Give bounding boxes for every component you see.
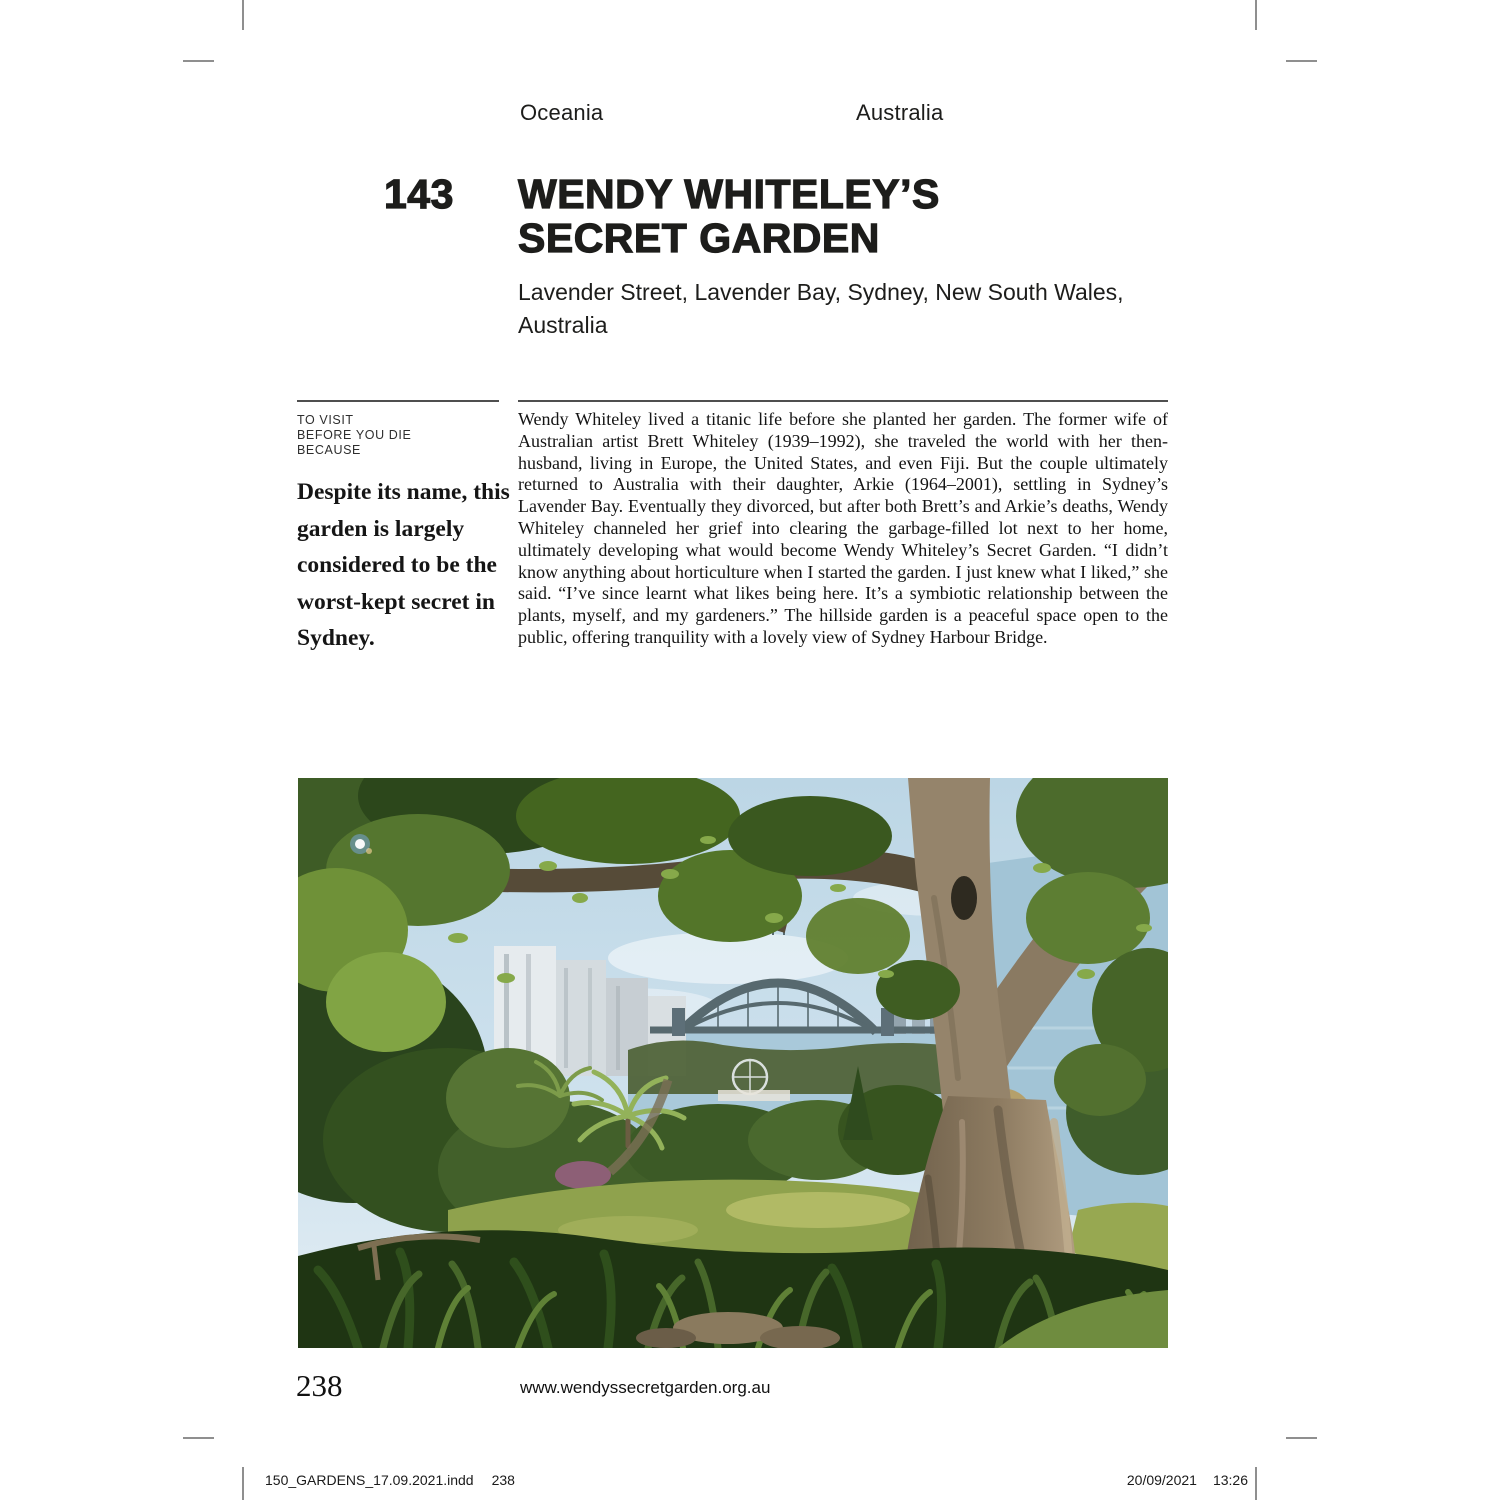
luna-park-buildings (718, 1090, 790, 1101)
sidebar-rule (297, 400, 499, 402)
sidebar-kicker-line3: BECAUSE (297, 443, 361, 457)
page-number: 238 (296, 1368, 343, 1403)
crop-mark-top-right-horizontal (1286, 60, 1317, 62)
slug-date: 20/09/2021 (1126, 1472, 1197, 1488)
sidebar-kicker-line2: BEFORE YOU DIE (297, 428, 412, 442)
page-title-line1: WENDY WHITELEY’S (518, 171, 940, 217)
ferris-wheel (733, 1060, 767, 1094)
page-title (518, 172, 940, 260)
sunlit-lawn-patch (726, 1192, 910, 1228)
website-url: www.wendyssecretgarden.org.au (520, 1378, 771, 1397)
page-title-line2: SECRET GARDEN (518, 215, 880, 261)
sidebar-kicker-line1: TO VISIT (297, 413, 354, 427)
body-rule (518, 400, 1168, 402)
slug-file-info (265, 1472, 515, 1488)
garden-address: Lavender Street, Lavender Bay, Sydney, New South Wales, Australia (518, 279, 1124, 338)
sidebar-reason: Despite its name, this garden is largely considered to be the worst-kept secret in Sydney. (297, 479, 510, 651)
flowering-bush (555, 1161, 611, 1189)
crop-mark-top-left-vertical (242, 0, 244, 30)
entry-number: 143 (384, 171, 454, 217)
body-paragraph: Wendy Whiteley lived a titanic life before she planted her garden. The former wife of Australian artist Brett Whiteley (1939–1992), she traveled the world with her then-husband, living in Europe, the United States, and even Fiji. But the couple ultimately returned to Australia with their daughter, Arkie (1964–2001), settling in Sydney’s Lavender Bay. Eventually they divorced, but after both Brett’s and Arkie’s deaths, Wendy Whiteley channeled her grief into clearing the garbage-filled lot next to her home, ultimately developing what would become Wendy Whiteley’s Secret Garden. “I didn’t know anything about horticulture when I started the garden. I just knew what I liked,” she said. “I’ve since learnt what likes being here. It’s a symbiotic relationship between the plants, myself, and my gardeners.” The hillside garden is a peaceful space open to the public, offering tranquility with a lovely view of Sydney Harbour Bridge. (518, 409, 1168, 647)
crop-mark-bottom-left-vertical (242, 1467, 244, 1500)
crop-mark-top-left-horizontal (183, 60, 214, 62)
slug-time: 13:26 (1212, 1472, 1248, 1488)
crop-mark-bottom-right-vertical (1255, 1467, 1257, 1500)
slug-page: 238 (491, 1472, 515, 1488)
crop-mark-bottom-left-horizontal (183, 1437, 214, 1439)
slug-datetime (1127, 1472, 1248, 1488)
crop-mark-bottom-right-horizontal (1286, 1437, 1317, 1439)
garden-photo (298, 778, 1168, 1348)
running-head-region: Oceania (520, 100, 604, 125)
slug-filename: 150_GARDENS_17.09.2021.indd (265, 1472, 474, 1488)
crop-mark-top-right-vertical (1255, 0, 1257, 30)
rock (636, 1328, 696, 1348)
sidebar-kicker (297, 413, 411, 458)
running-head-country: Australia (856, 100, 944, 125)
trunk-hollow (951, 876, 977, 920)
garden-photo-illustration (298, 778, 1168, 1348)
